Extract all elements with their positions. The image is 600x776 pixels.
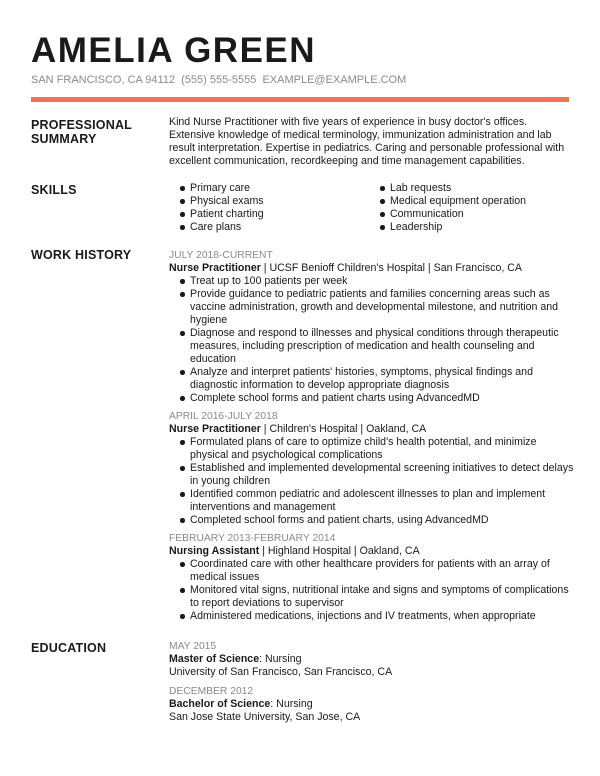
skill-item: Leadership bbox=[369, 221, 526, 234]
job-bullet: Established and implemented developmental screening initiatives to detect delays in young children bbox=[169, 462, 574, 488]
job-bullet: Identified common pediatric and adolescent illnesses to plan and implement interventions and management bbox=[169, 488, 574, 514]
job-date: FEBRUARY 2013-FEBRUARY 2014 bbox=[169, 533, 336, 544]
job-bullet: Complete school forms and patient charts using AdvancedMD bbox=[169, 392, 574, 405]
contact-email[interactable]: EXAMPLE@EXAMPLE.COM bbox=[262, 74, 407, 86]
education-date: DECEMBER 2012 bbox=[169, 686, 254, 697]
job-bullet: Provide guidance to pediatric patients and families concerning areas such as vaccine administration, growth and developmental milestone, and nutrition and hygiene bbox=[169, 288, 574, 327]
job-details: | UCSF Benioff Children's Hospital | San Francisco, CA bbox=[260, 262, 522, 274]
job-bullet: Administered medications, injections and IV treatments, when appropriate bbox=[169, 610, 574, 623]
job-bullet: Coordinated care with other healthcare providers for patients with an array of medical issues bbox=[169, 558, 574, 584]
summary-heading-line2: SUMMARY bbox=[31, 132, 97, 146]
job-date: APRIL 2016-JULY 2018 bbox=[169, 411, 278, 422]
job-bullet: Analyze and interpret patients' histories, symptoms, physical findings and diagnostic information to develop appropriate diagnosis bbox=[169, 366, 574, 392]
education-entry bbox=[169, 685, 574, 724]
education-degree: Master of Science bbox=[169, 653, 260, 665]
contact-line bbox=[31, 73, 409, 87]
education-entry bbox=[169, 640, 574, 679]
job-header bbox=[169, 545, 574, 558]
skills-heading: SKILLS bbox=[31, 183, 77, 197]
job-bullet-list bbox=[169, 558, 574, 623]
education-degree: Bachelor of Science bbox=[169, 698, 271, 710]
job-bullet: Monitored vital signs, nutritional intake and signs and symptoms of complications to report deviations to supervisor bbox=[169, 584, 574, 610]
work-history-heading: WORK HISTORY bbox=[31, 248, 132, 262]
job-role: Nurse Practitioner bbox=[169, 262, 261, 274]
skill-item: Communication bbox=[369, 208, 526, 221]
job-bullet-list bbox=[169, 436, 574, 527]
education-school: San Jose State University, San Jose, CA bbox=[169, 711, 361, 723]
skill-item: Lab requests bbox=[369, 182, 526, 195]
education-heading: EDUCATION bbox=[31, 641, 107, 655]
accent-divider bbox=[31, 97, 569, 102]
job-header bbox=[169, 423, 574, 436]
job-details: | Highland Hospital | Oakland, CA bbox=[259, 545, 420, 557]
contact-phone: (555) 555-5555 bbox=[181, 74, 257, 86]
job-bullet: Treat up to 100 patients per week bbox=[169, 275, 574, 288]
job-role: Nursing Assistant bbox=[169, 545, 260, 557]
job-bullet-list bbox=[169, 275, 574, 405]
education-degree-line bbox=[169, 653, 574, 666]
job-role: Nurse Practitioner bbox=[169, 423, 261, 435]
job-header bbox=[169, 262, 574, 275]
summary-section bbox=[169, 116, 574, 168]
skills-section bbox=[169, 182, 574, 234]
education-section bbox=[169, 640, 574, 730]
job-bullet: Completed school forms and patient charts, using AdvancedMD bbox=[169, 514, 574, 527]
work-history-section bbox=[169, 249, 574, 628]
skill-item: Physical exams bbox=[169, 195, 369, 208]
job-bullet: Diagnose and respond to illnesses and physical conditions through therapeutic measures, including prescription of medication and health counseling and education bbox=[169, 327, 574, 366]
job-date: JULY 2018-CURRENT bbox=[169, 250, 273, 261]
job-entry bbox=[169, 410, 574, 527]
education-field: : Nursing bbox=[270, 698, 313, 710]
job-entry bbox=[169, 249, 574, 405]
skill-item: Patient charting bbox=[169, 208, 369, 221]
education-school: University of San Francisco, San Francisco, CA bbox=[169, 666, 393, 678]
summary-text: Kind Nurse Practitioner with five years of experience in busy doctor's offices. Extensive knowledge of medical terminology, immunization administration and lab result interpretation. Expertise in pediatrics. Caring and personable professional with excellent communication, recordkeeping and time management capabilities. bbox=[169, 116, 565, 167]
skill-item: Primary care bbox=[169, 182, 369, 195]
skills-column-1 bbox=[169, 182, 369, 234]
education-field: : Nursing bbox=[259, 653, 302, 665]
skills-column-2 bbox=[369, 182, 526, 234]
job-bullet: Formulated plans of care to optimize child's health potential, and minimize physical and psychological complications bbox=[169, 436, 574, 462]
job-entry bbox=[169, 532, 574, 623]
job-details: | Children's Hospital | Oakland, CA bbox=[260, 423, 427, 435]
skill-item: Care plans bbox=[169, 221, 369, 234]
education-degree-line bbox=[169, 698, 574, 711]
contact-city: SAN FRANCISCO, CA 94112 bbox=[31, 74, 176, 86]
summary-heading bbox=[31, 118, 151, 146]
education-date: MAY 2015 bbox=[169, 641, 217, 652]
skill-item: Medical equipment operation bbox=[369, 195, 526, 208]
summary-heading-line1: PROFESSIONAL bbox=[31, 118, 133, 132]
candidate-name: AMELIA GREEN bbox=[31, 31, 317, 70]
